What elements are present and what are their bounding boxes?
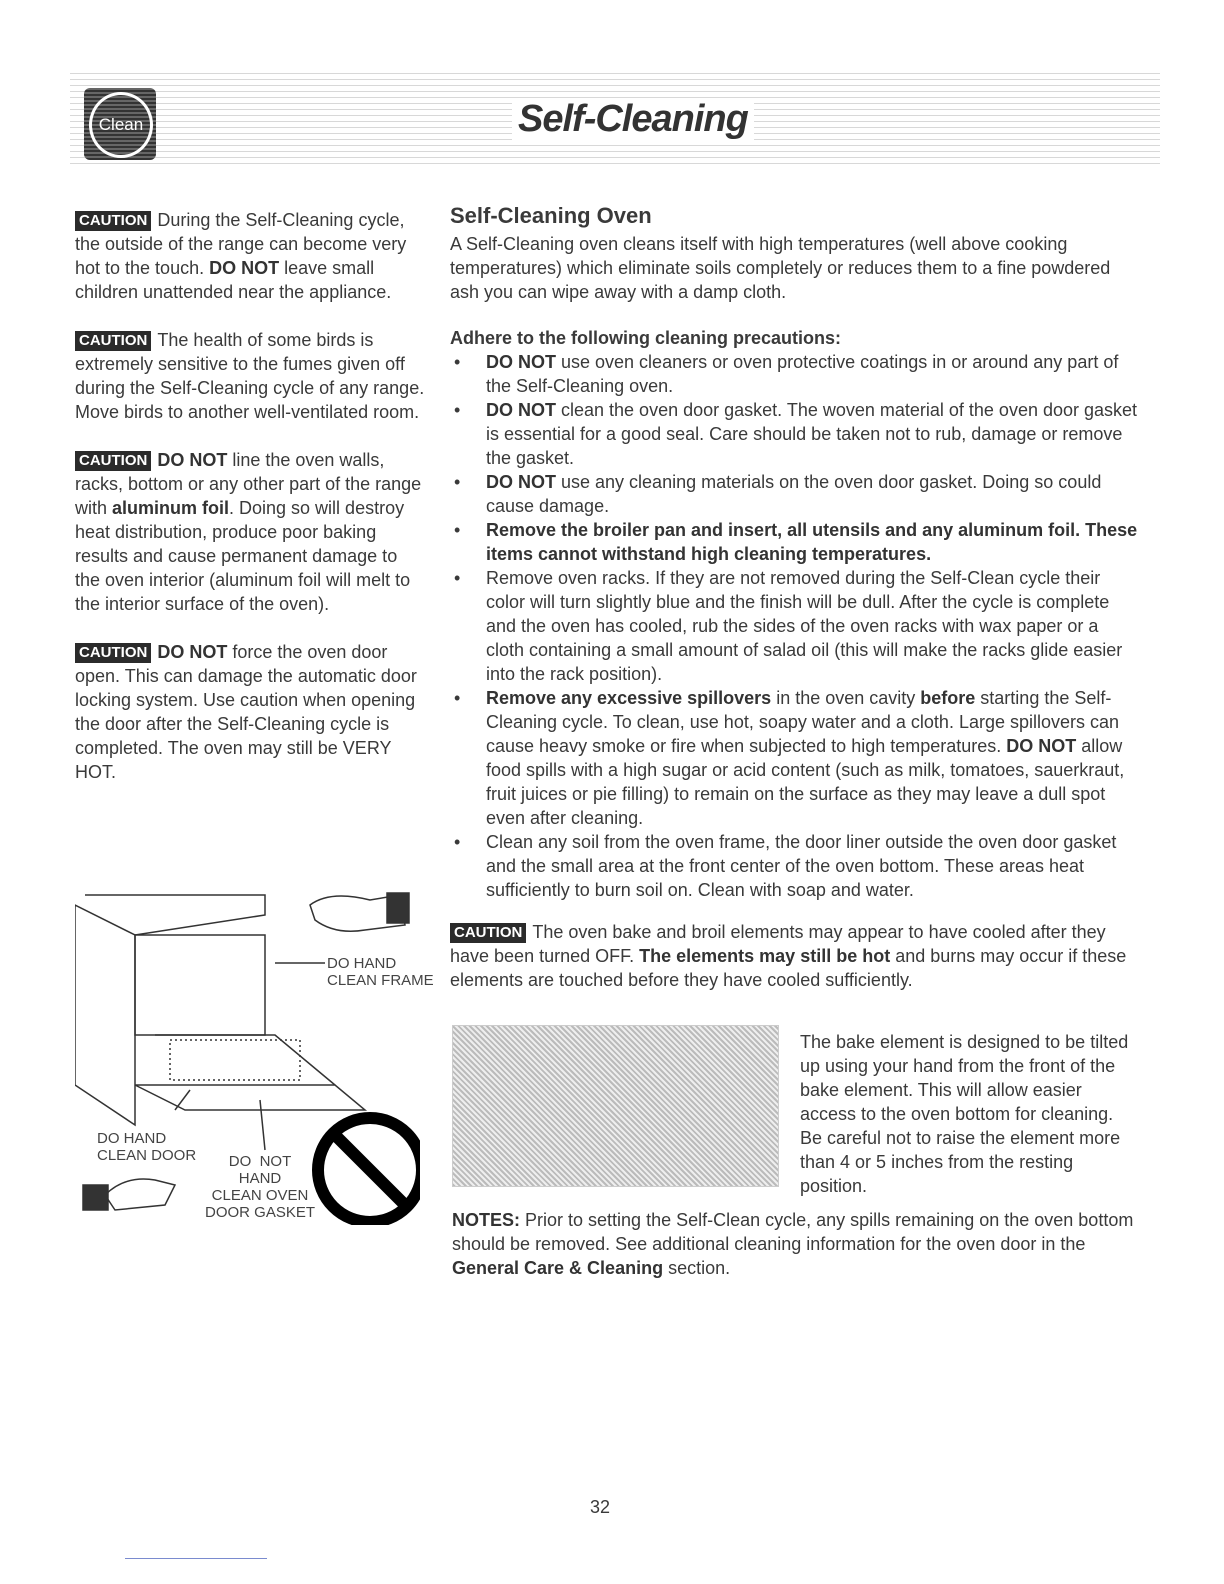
intro-text: A Self-Cleaning oven cleans itself with high temperatures (well above cooking temperatures) which eliminate soils completely or reduces them to a fine powdered ash you can wipe away with a damp cloth. — [450, 234, 1111, 302]
caution-1: CAUTION During the Self-Cleaning cycle, the outside of the range can become very hot to the touch. DO NOT leave small children unattended near the appliance. — [75, 210, 407, 302]
elements-caution: CAUTION The oven bake and broil elements may appear to have cooled after they have been turned OFF. The elements may still be hot and burns may occur if these elements are touched before they have cooled sufficiently. — [450, 922, 1127, 990]
label-clean-door: DO HAND CLEAN DOOR — [97, 1130, 197, 1164]
page-number: 32 — [590, 1497, 611, 1517]
caution-2: CAUTION The health of some birds is extremely sensitive to the fumes given off during the Self-Cleaning cycle of any range. Move birds to another well-ventilated room. — [75, 330, 425, 422]
caution-4: CAUTION DO NOT force the oven door open. This can damage the automatic door locking system. Use caution when opening the door after the Self-Cleaning cycle is completed. The oven may still be VERY HOT. — [75, 642, 417, 782]
precautions-list — [450, 350, 1140, 902]
footer-rule — [125, 1558, 267, 1559]
bake-element-text: The bake element is designed to be tilted up using your hand from the front of the bake element. This will allow easier access to the oven bottom for cleaning. Be careful not to raise the element more than 4 or 5 inches from the resting position. — [800, 1032, 1129, 1196]
page-title: Self-Cleaning — [512, 98, 754, 141]
list-item: • DO NOT clean the oven door gasket. The woven material of the oven door gasket is essential for a good seal. Care should be taken not to rub, damage or remove the gasket. — [486, 398, 1140, 470]
list-item: • Remove the broiler pan and insert, all utensils and any aluminum foil. These items cannot withstand high cleaning temperatures. — [486, 518, 1140, 566]
label-gasket: DO NOT HAND CLEAN OVEN DOOR GASKET — [205, 1153, 316, 1221]
list-item: • DO NOT use any cleaning materials on the oven door gasket. Doing so could cause damage. — [486, 470, 1140, 518]
list-item: • DO NOT use oven cleaners or oven protective coatings in or around any part of the Self-Cleaning oven. — [486, 350, 1140, 398]
right-column — [450, 204, 1140, 992]
bake-element-photo — [452, 1025, 779, 1187]
caution-badge: CAUTION — [75, 331, 151, 351]
label-clean-frame: DO HAND CLEAN FRAME — [327, 955, 434, 989]
caution-badge: CAUTION — [75, 643, 151, 663]
caution-badge: CAUTION — [75, 451, 151, 471]
precautions-label: Adhere to the following cleaning precautions: — [450, 328, 842, 348]
caution-badge: CAUTION — [450, 923, 526, 943]
notes: NOTES: Prior to setting the Self-Clean cycle, any spills remaining on the oven bottom should be removed. See additional cleaning information for the oven door in the General Care & Cleaning section. — [452, 1210, 1134, 1278]
caution-badge: CAUTION — [75, 211, 151, 231]
list-item: • Remove any excessive spillovers in the oven cavity before starting the Self-Cleaning cycle. To clean, use hot, soapy water and a cloth. Large spillovers can cause heavy smoke or fire when subjected to high temperatures. DO NOT allow food spills with a high sugar or acid content (such as milk, tomatoes, sauerkraut, fruit juices or pie filling) to remain on the surface as they may leave a dull spot even after cleaning. — [486, 686, 1140, 830]
list-item: • Remove oven racks. If they are not removed during the Self-Clean cycle their color will turn slightly blue and the finish will be dull. After the cycle is complete and the oven has cooled, rub the sides of the oven racks with wax paper or a cloth containing a small amount of salad oil (this will make the racks glide easier into the rack position). — [486, 566, 1140, 686]
list-item: • Clean any soil from the oven frame, the door liner outside the oven door gasket and the small area at the front center of the oven bottom. These areas heat sufficiently to burn soil on. Clean with soap and water. — [486, 830, 1140, 902]
oven-cleaning-diagram — [75, 885, 434, 1225]
caution-3: CAUTION DO NOT line the oven walls, racks, bottom or any other part of the range with aluminum foil. Doing so will destroy heat distribution, produce poor baking results and cause permanent damage to the oven interior (aluminum foil will melt to the interior surface of the oven). — [75, 450, 422, 614]
section-title: Self-Cleaning Oven — [450, 203, 652, 228]
left-column — [75, 208, 427, 808]
clean-logo-icon: Clean — [84, 88, 156, 160]
